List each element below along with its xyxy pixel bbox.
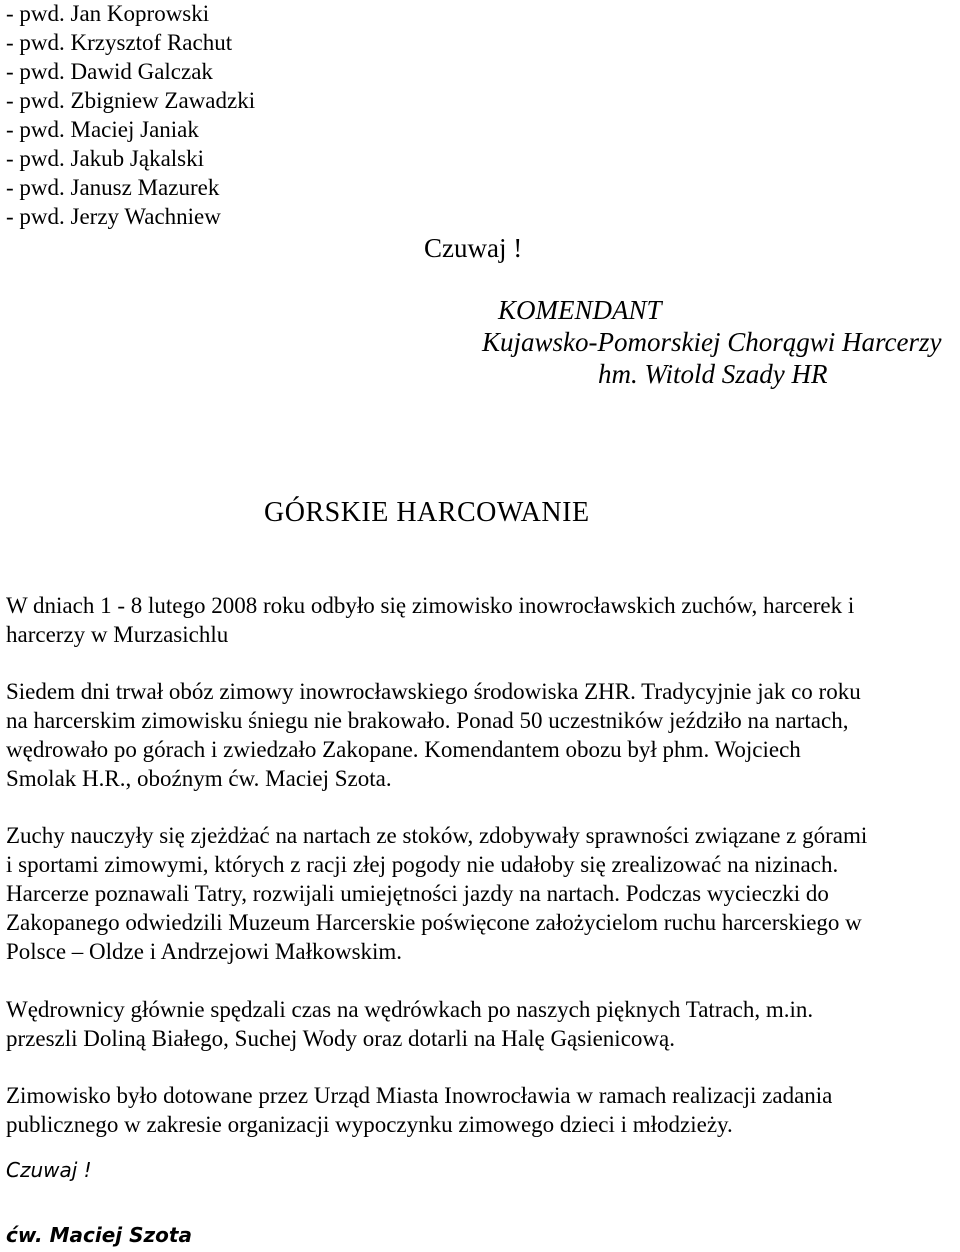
- paragraph-line: wędrowało po górach i zwiedzało Zakopane. Komendantem obozu był phm. Wojciech: [6, 737, 801, 762]
- list-item: - pwd. Krzysztof Rachut: [6, 30, 233, 55]
- paragraph-line: harcerzy w Murzasichlu: [6, 622, 229, 647]
- paragraph-line: Smolak H.R., oboźnym ćw. Maciej Szota.: [6, 766, 392, 791]
- signature-name: hm. Witold Szady HR: [598, 359, 828, 389]
- signature-title: KOMENDANT: [498, 295, 662, 325]
- list-item: - pwd. Zbigniew Zawadzki: [6, 88, 256, 113]
- signature-org: Kujawsko-Pomorskiej Chorągwi Harcerzy: [482, 327, 942, 357]
- author-signature: ćw. Maciej Szota: [6, 1223, 192, 1247]
- list-item: - pwd. Jerzy Wachniew: [6, 204, 221, 229]
- paragraph-line: Zimowisko było dotowane przez Urząd Miasta Inowrocławia w ramach realizacji zadania: [6, 1083, 833, 1108]
- paragraph-line: W dniach 1 - 8 lutego 2008 roku odbyło się zimowisko inowrocławskich zuchów, harcerek i: [6, 593, 855, 618]
- paragraph-line: Zuchy nauczyły się zjeżdżać na nartach ze stoków, zdobywały sprawności związane z górami: [6, 823, 868, 848]
- list-item: - pwd. Jakub Jąkalski: [6, 146, 205, 171]
- paragraph-line: Polsce – Oldze i Andrzejowi Małkowskim.: [6, 939, 403, 964]
- paragraph-line: na harcerskim zimowisku śniegu nie brakowało. Ponad 50 uczestników jeździło na nartach,: [6, 708, 849, 733]
- paragraph-line: publicznego w zakresie organizacji wypoczynku zimowego dzieci i młodzieży.: [6, 1112, 733, 1137]
- paragraph-line: przeszli Doliną Białego, Suchej Wody oraz dotarli na Halę Gąsienicową.: [6, 1026, 675, 1051]
- list-item: - pwd. Janusz Mazurek: [6, 175, 220, 200]
- paragraph-line: Harcerze poznawali Tatry, rozwijali umiejętności jazdy na nartach. Podczas wycieczki do: [6, 881, 829, 906]
- paragraph-line: Wędrownicy głównie spędzali czas na wędrówkach po naszych pięknych Tatrach, m.in.: [6, 997, 814, 1022]
- closing-greeting: Czuwaj !: [424, 233, 523, 263]
- paragraph-line: Zakopanego odwiedzili Muzeum Harcerskie poświęcone założycielom ruchu harcerskiego w: [6, 910, 862, 935]
- list-item: - pwd. Maciej Janiak: [6, 117, 199, 142]
- article-heading: GÓRSKIE HARCOWANIE: [264, 497, 590, 528]
- list-item: - pwd. Jan Koprowski: [6, 1, 210, 26]
- paragraph-line: Siedem dni trwał obóz zimowy inowrocławskiego środowiska ZHR. Tradycyjnie jak co roku: [6, 679, 861, 704]
- paragraph-line: i sportami zimowymi, których z racji złej pogody nie udałoby się zrealizować na nizinach.: [6, 852, 839, 877]
- closing-greeting: Czuwaj !: [6, 1158, 92, 1182]
- list-item: - pwd. Dawid Galczak: [6, 59, 213, 84]
